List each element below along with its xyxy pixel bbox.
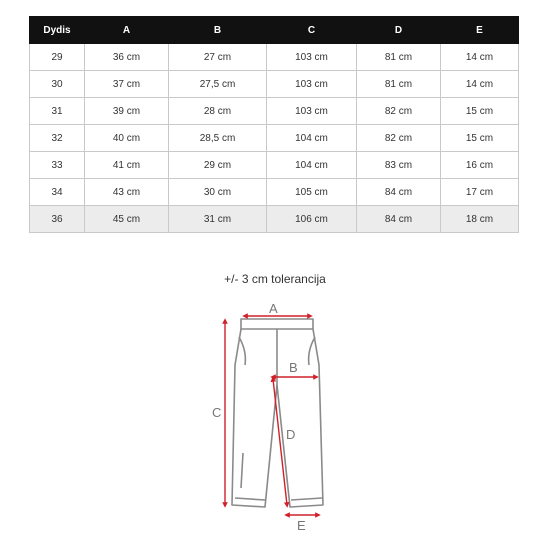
table-cell: 29 (30, 44, 85, 71)
table-cell: 15 cm (441, 98, 519, 125)
pants-diagram-svg (205, 293, 345, 533)
table-cell: 28,5 cm (169, 125, 267, 152)
table-cell: 82 cm (357, 125, 441, 152)
table-cell: 31 (30, 98, 85, 125)
table-row (30, 179, 519, 206)
label-b: B (289, 360, 298, 375)
table-row (30, 98, 519, 125)
header-c: C (267, 17, 357, 44)
header-a: A (85, 17, 169, 44)
table-cell: 84 cm (357, 206, 441, 233)
table-cell: 16 cm (441, 152, 519, 179)
table-cell: 27 cm (169, 44, 267, 71)
table-cell: 103 cm (267, 44, 357, 71)
header-d: D (357, 17, 441, 44)
table-cell: 36 (30, 206, 85, 233)
table-cell: 33 (30, 152, 85, 179)
table-cell: 30 (30, 71, 85, 98)
table-cell: 81 cm (357, 44, 441, 71)
table-cell: 104 cm (267, 125, 357, 152)
table-cell: 17 cm (441, 179, 519, 206)
table-cell: 103 cm (267, 98, 357, 125)
table-cell: 105 cm (267, 179, 357, 206)
table-cell: 28 cm (169, 98, 267, 125)
table-row (30, 71, 519, 98)
label-e: E (297, 518, 306, 533)
label-a: A (269, 301, 278, 316)
table-cell: 14 cm (441, 71, 519, 98)
size-table (29, 16, 519, 233)
table-cell: 81 cm (357, 71, 441, 98)
header-e: E (441, 17, 519, 44)
table-cell: 103 cm (267, 71, 357, 98)
label-c: C (212, 405, 222, 420)
table-cell: 41 cm (85, 152, 169, 179)
table-cell: 83 cm (357, 152, 441, 179)
table-cell: 40 cm (85, 125, 169, 152)
header-b: B (169, 17, 267, 44)
table-cell: 37 cm (85, 71, 169, 98)
table-cell: 36 cm (85, 44, 169, 71)
table-cell: 82 cm (357, 98, 441, 125)
table-cell: 29 cm (169, 152, 267, 179)
label-d: D (286, 427, 296, 442)
table-cell: 18 cm (441, 206, 519, 233)
table-cell: 27,5 cm (169, 71, 267, 98)
pants-outline (232, 319, 323, 507)
table-cell: 31 cm (169, 206, 267, 233)
table-cell: 15 cm (441, 125, 519, 152)
table-cell: 84 cm (357, 179, 441, 206)
table-cell: 34 (30, 179, 85, 206)
table-header-row (30, 17, 519, 44)
table-cell: 104 cm (267, 152, 357, 179)
table-cell: 14 cm (441, 44, 519, 71)
table-cell: 45 cm (85, 206, 169, 233)
table-row (30, 125, 519, 152)
table-row-highlighted (30, 206, 519, 233)
table-cell: 106 cm (267, 206, 357, 233)
table-cell: 30 cm (169, 179, 267, 206)
table-cell: 43 cm (85, 179, 169, 206)
pants-measurement-diagram (205, 293, 345, 533)
tolerance-note: +/- 3 cm tolerancija (224, 272, 326, 286)
header-size: Dydis (30, 17, 85, 44)
table-cell: 32 (30, 125, 85, 152)
table-row (30, 152, 519, 179)
table-row (30, 44, 519, 71)
table-cell: 39 cm (85, 98, 169, 125)
